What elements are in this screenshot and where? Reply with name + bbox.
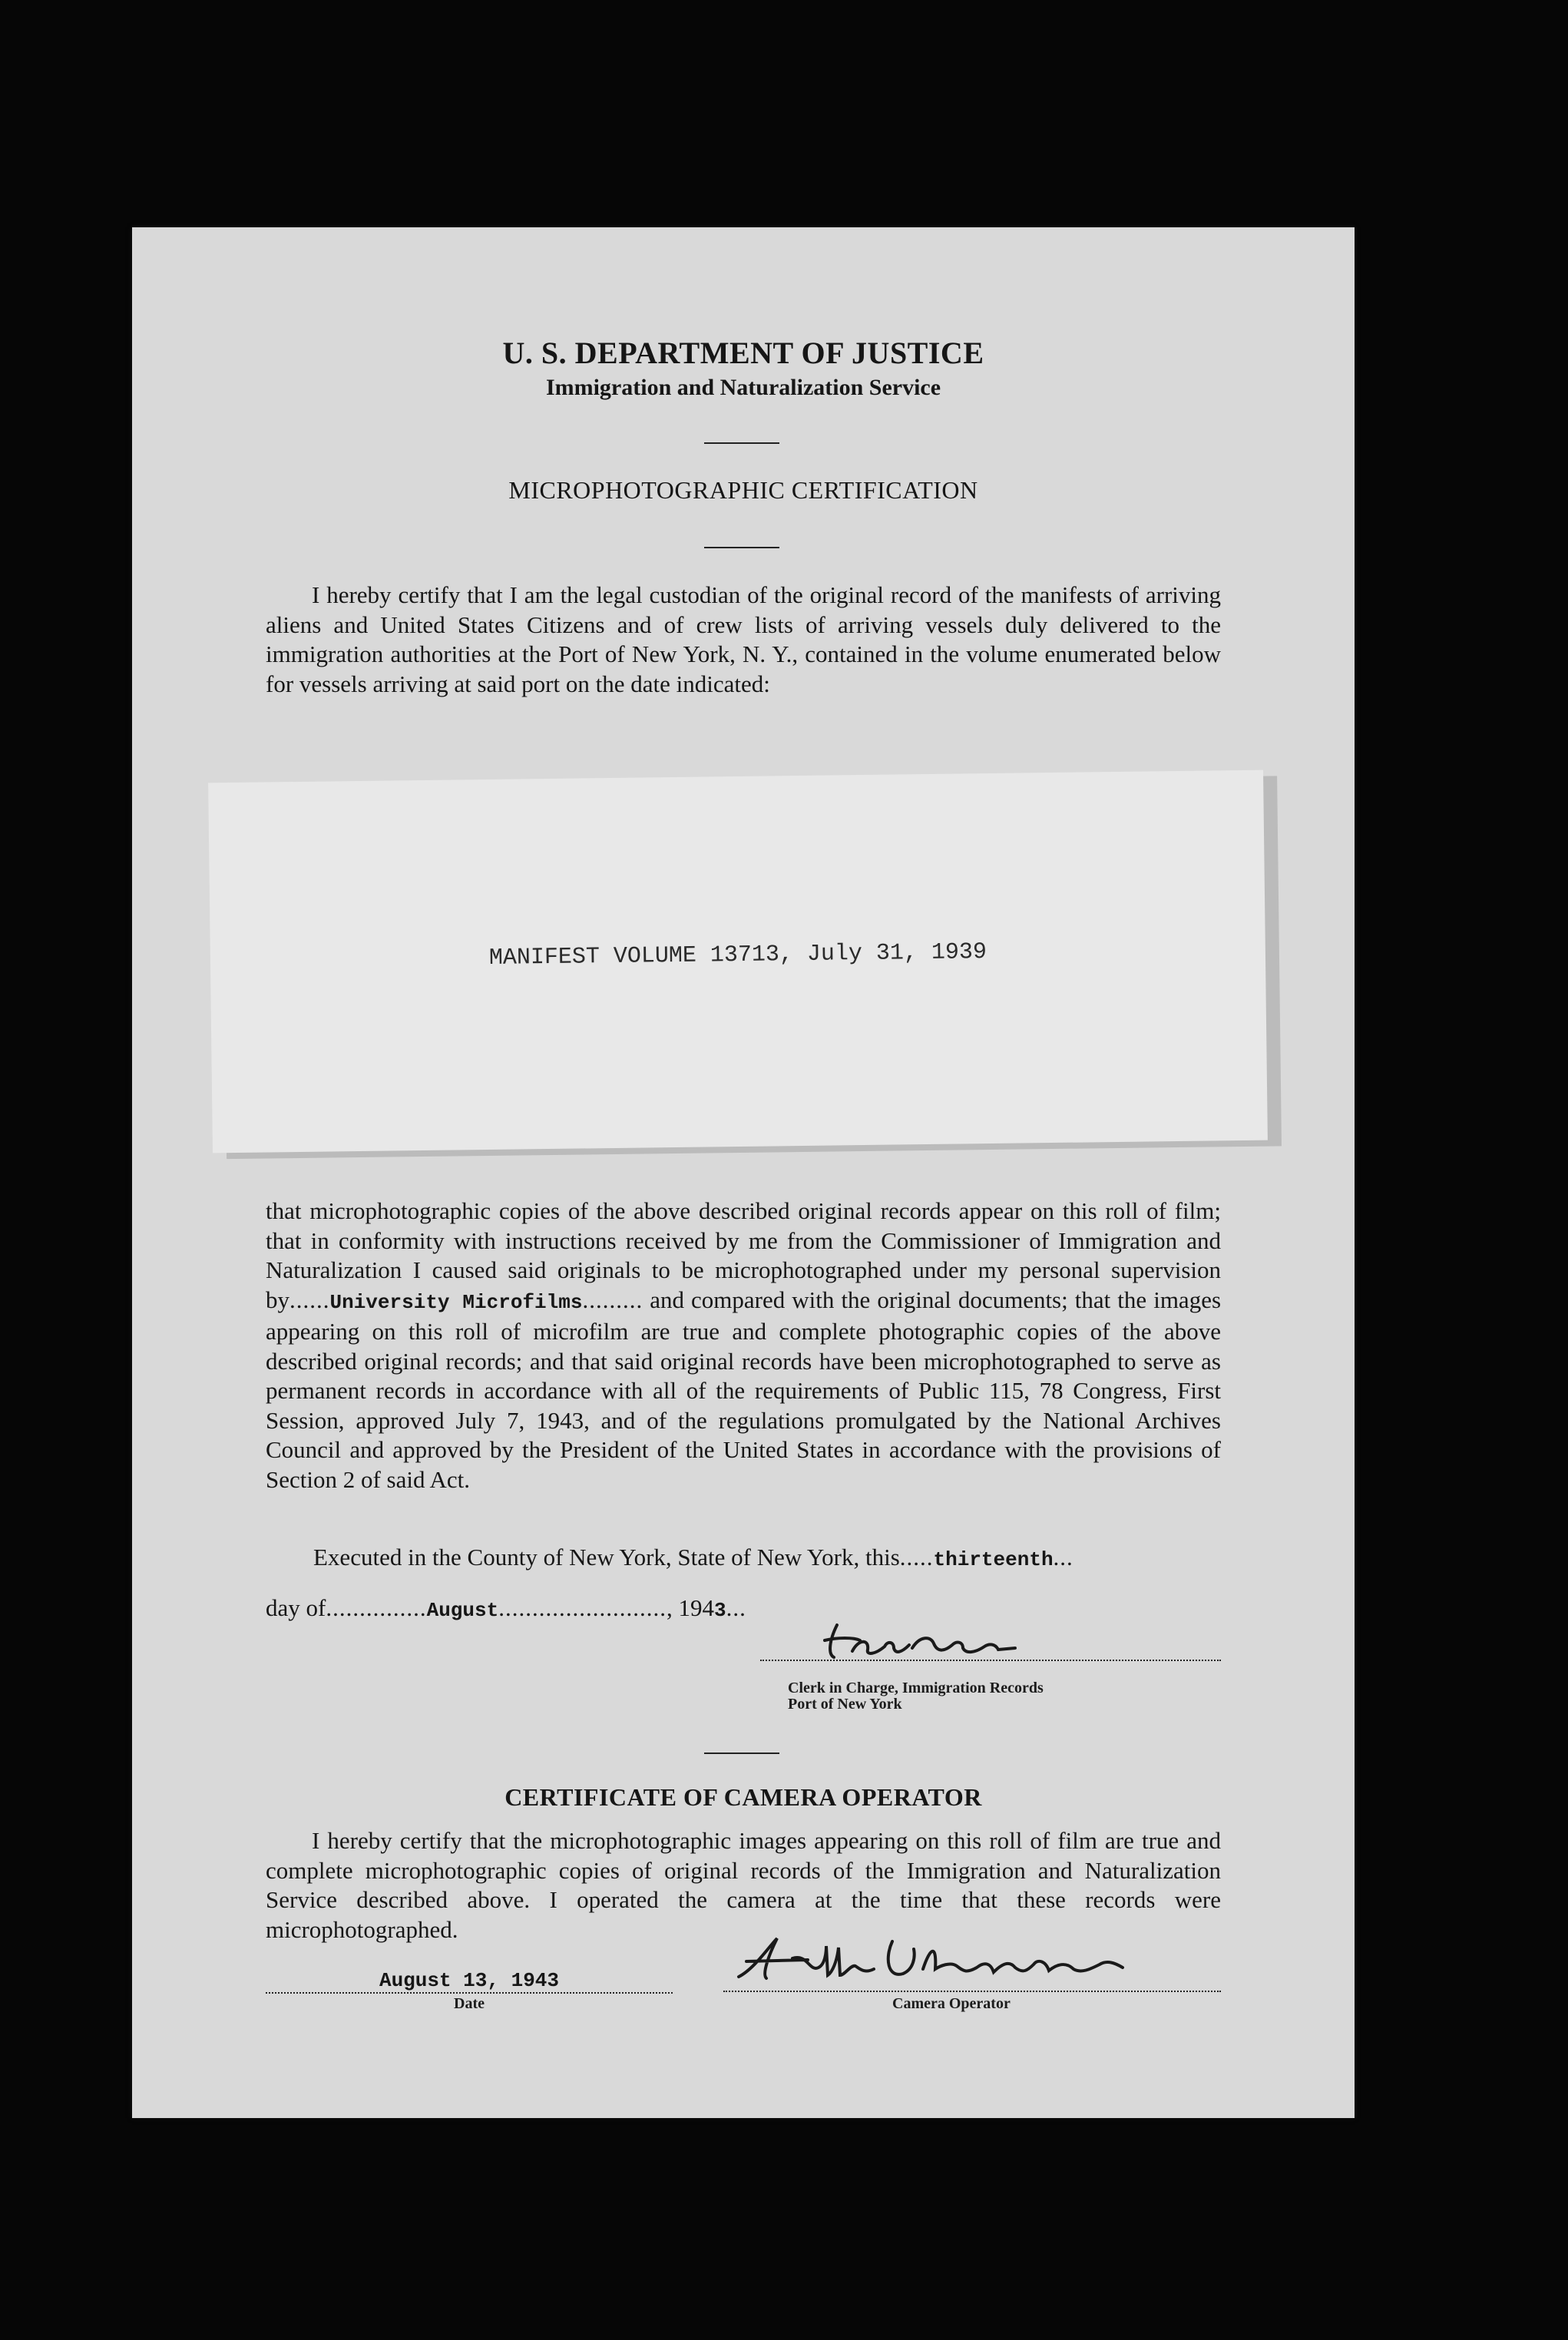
operator-label: Camera Operator [892,1995,1011,2012]
camera-operator-signature [723,1931,1199,1992]
certification-text-part1: that microphotographic copies of the above described original records appear on this roll of film; that in conformity with instructions received by me from the Commissioner of Immigration and Naturalization I caused said originals to be microphotographed under my personal supervision by [266,1197,1221,1313]
date-line: day of...............August........................., 1943... [266,1594,746,1622]
custodian-paragraph: I hereby certify that I am the legal custodian of the original record of the manifests of arriving aliens and United States Citizens and of crew lists of arriving vessels duly delivered to the immigration authorities at the Port of New York, N. Y., contained in the volume enumerated below for vessels arriving at said port on the date indicated: [266,581,1221,697]
certification-text-part2: and compared with the original documents; that the images appearing on this roll of microfilm are true and complete photographic copies of the above described original records; and that said original records have been microphotographed to serve as permanent records in accordance with all of the requirements of Public 115, 78 Congress, First Session, approved July 7, 1943, and of the regulations promulgated by the National Archives Council and approved by the President of the United States in accordance with the provisions of Section 2 of said Act. [266,1286,1222,1493]
certificate-page [132,227,1355,2118]
camera-date-value: August 13, 1943 [379,1969,560,1992]
date-label: Date [454,1995,485,2012]
day-value: thirteenth [933,1548,1054,1571]
manifest-volume-text: MANIFEST VOLUME 13713, July 31, 1939 [488,939,987,971]
microfilm-company: University Microfilms [329,1290,583,1314]
month-value: August [426,1599,499,1622]
manifest-slip [208,770,1268,1153]
service-subtitle: Immigration and Naturalization Service [545,375,941,400]
department-title: U. S. DEPARTMENT OF JUSTICE [502,336,984,370]
operator-signature-line [723,1991,1221,1992]
signature-line [760,1660,1221,1661]
section-title: MICROPHOTOGRAPHIC CERTIFICATION [508,476,978,504]
divider [704,1753,779,1754]
certification-paragraph: that microphotographic copies of the above described original records appear on this roll of film; that in conformity with instructions received by me from the Commissioner of Immigration and Naturalization I caused said originals to be microphotographed under my personal supervision by......University Microfilms......... and compared with the original documents; that the images appearing on this roll of microfilm are true and complete photographic copies of the above described original records; and that said original records have been microphotographed to serve as permanent records in accordance with all of the requirements of Public 115, 78 Congress, First Session, approved July 7, 1943, and of the regulations promulgated by the National Archives Council and approved by the President of the United States in accordance with the provisions of Section 2 of said Act. [266,1197,1222,1493]
clerk-title-line: Clerk in Charge, Immigration Records [788,1680,1044,1696]
execution-line: Executed in the County of New York, State of New York, this.....thirteenth... [313,1544,1073,1571]
execution-lead: Executed in the County of New York, State of New York, this [313,1544,900,1570]
camera-paragraph: I hereby certify that the microphotographic images appearing on this roll of film are true and complete microphotographic copies of original records of the Immigration and Naturalization Service described above. I operated the camera at the time that these records were microphotographed. [266,1827,1221,1943]
year-digit: 3 [713,1599,726,1622]
divider [704,442,779,444]
camera-certificate-title: CERTIFICATE OF CAMERA OPERATOR [504,1783,982,1811]
camera-date-line [266,1966,673,1994]
clerk-title-line: Port of New York [788,1696,902,1713]
divider [704,547,779,548]
year-prefix: , 194 [666,1594,714,1621]
day-prefix: day of [266,1594,326,1621]
clerk-title [788,1680,1044,1713]
